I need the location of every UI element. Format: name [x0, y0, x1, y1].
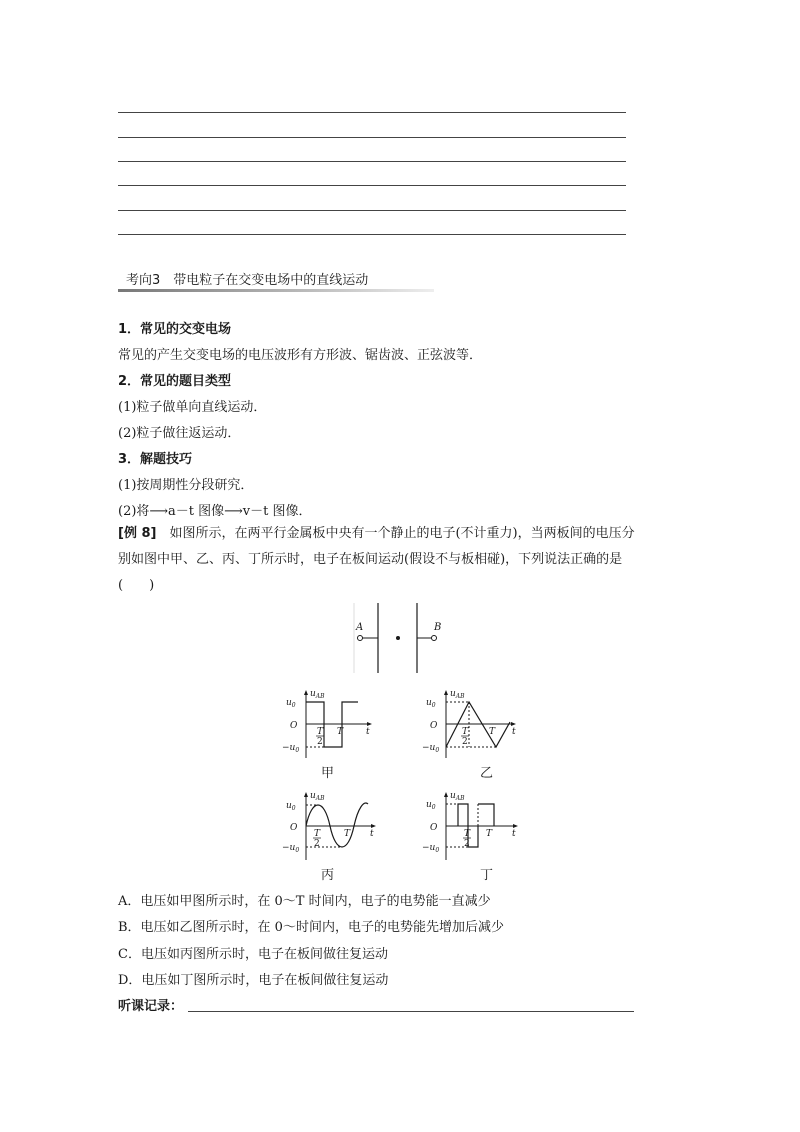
svg-text:T: T: [317, 727, 324, 737]
svg-text:uAB: $u_{AB}$: [450, 689, 465, 700]
example-tag: [例 8]: [118, 526, 157, 541]
svg-text:u0: $u_0$: [426, 800, 436, 811]
svg-text:t: t: [370, 829, 374, 839]
section-text: (1)按周期性分段研究．: [118, 478, 254, 493]
option-b: B．电压如乙图所示时，在 0～时间内，电子的电势能先增加后减少: [118, 920, 504, 935]
svg-text:uAB: $u_{AB}$: [450, 791, 465, 802]
heading-underline: [118, 289, 434, 292]
notes-label: 听课记录：: [118, 999, 184, 1014]
svg-text:u0: $u_0$: [286, 801, 296, 812]
answer-line: [118, 161, 626, 162]
svg-text:T: T: [462, 727, 469, 737]
answer-line: [118, 234, 626, 235]
svg-text:2: 2: [464, 839, 470, 849]
example-text: 如图所示，在两平行金属板中央有一个静止的电子(不计重力)，当两板间的电压分别如图中甲、乙、丙、丁所示时，电子在板间运动(假设不与板相碰)，下列说法正确的是( ): [118, 526, 635, 593]
svg-text:T: T: [489, 727, 496, 737]
svg-text:T: T: [344, 829, 351, 839]
svg-text:O: O: [290, 823, 298, 833]
section-heading-text: 考向3 带电粒子在交变电场中的直线运动: [126, 273, 369, 288]
origin-label: O: [290, 721, 298, 731]
svg-text:−u0: $-u_0$: [422, 843, 440, 854]
graph-jia: [282, 688, 376, 760]
svg-text:T: T: [464, 829, 471, 839]
answer-line: [118, 185, 626, 186]
svg-text:T: T: [314, 829, 321, 839]
option-d: D．电压如丁图所示时，电子在板间做往复运动: [118, 973, 389, 988]
section-text: (2)粒子做往返运动．: [118, 426, 241, 441]
svg-text:O: O: [430, 721, 438, 731]
notes-line[interactable]: [188, 1011, 634, 1012]
graph-ding: [424, 790, 520, 862]
svg-text:t: t: [512, 727, 516, 737]
svg-text:t: t: [512, 829, 516, 839]
caption-yi: 乙: [480, 766, 494, 781]
section-text: 常见的产生交变电场的电压波形有方形波、锯齿波、正弦波等．: [118, 348, 483, 363]
section-heading: [118, 264, 434, 290]
section-text: (2)将⟶a－t 图像⟶v－t 图像．: [118, 504, 312, 519]
plate-a-label: A: [356, 622, 364, 633]
answer-line: [118, 112, 626, 113]
answer-line: [118, 210, 626, 211]
svg-text:T: T: [486, 829, 493, 839]
neg-u0-label: $-u_0$: [282, 743, 300, 754]
svg-text:u0: $u_0$: [426, 698, 436, 709]
caption-bing: 丙: [321, 868, 335, 883]
svg-text:−u0: $-u_0$: [422, 743, 440, 754]
u0-label: $u_0$: [286, 698, 296, 709]
electron-dot: [396, 636, 400, 640]
svg-text:T: T: [337, 727, 344, 737]
svg-text:t: t: [366, 727, 370, 737]
option-c: C．电压如丙图所示时，电子在板间做往复运动: [118, 947, 388, 962]
svg-text:−u0: $-u_0$: [282, 843, 300, 854]
example-question: [118, 521, 638, 599]
answer-line: [118, 137, 626, 138]
svg-text:O: O: [430, 823, 438, 833]
plates-figure: [354, 603, 446, 673]
svg-text:uAB: $u_{AB}$: [310, 791, 325, 802]
graph-yi: [424, 688, 520, 760]
graph-bing: [282, 790, 382, 862]
caption-jia: 甲: [321, 766, 335, 781]
plate-b-label: B: [434, 622, 442, 633]
svg-text:2: 2: [317, 737, 323, 747]
section-text: (1)粒子做单向直线运动．: [118, 400, 267, 415]
svg-text:2: 2: [314, 839, 320, 849]
option-a: A．电压如甲图所示时，在 0～T 时间内，电子的电势能一直减少: [118, 894, 491, 909]
caption-ding: 丁: [480, 868, 494, 883]
section-title: 1．常见的交变电场: [118, 322, 232, 337]
axis-v-label: $u_{AB}$: [310, 689, 325, 700]
section-title: 3．解题技巧: [118, 452, 193, 467]
svg-text:2: 2: [462, 737, 468, 747]
section-title: 2．常见的题目类型: [118, 374, 232, 389]
